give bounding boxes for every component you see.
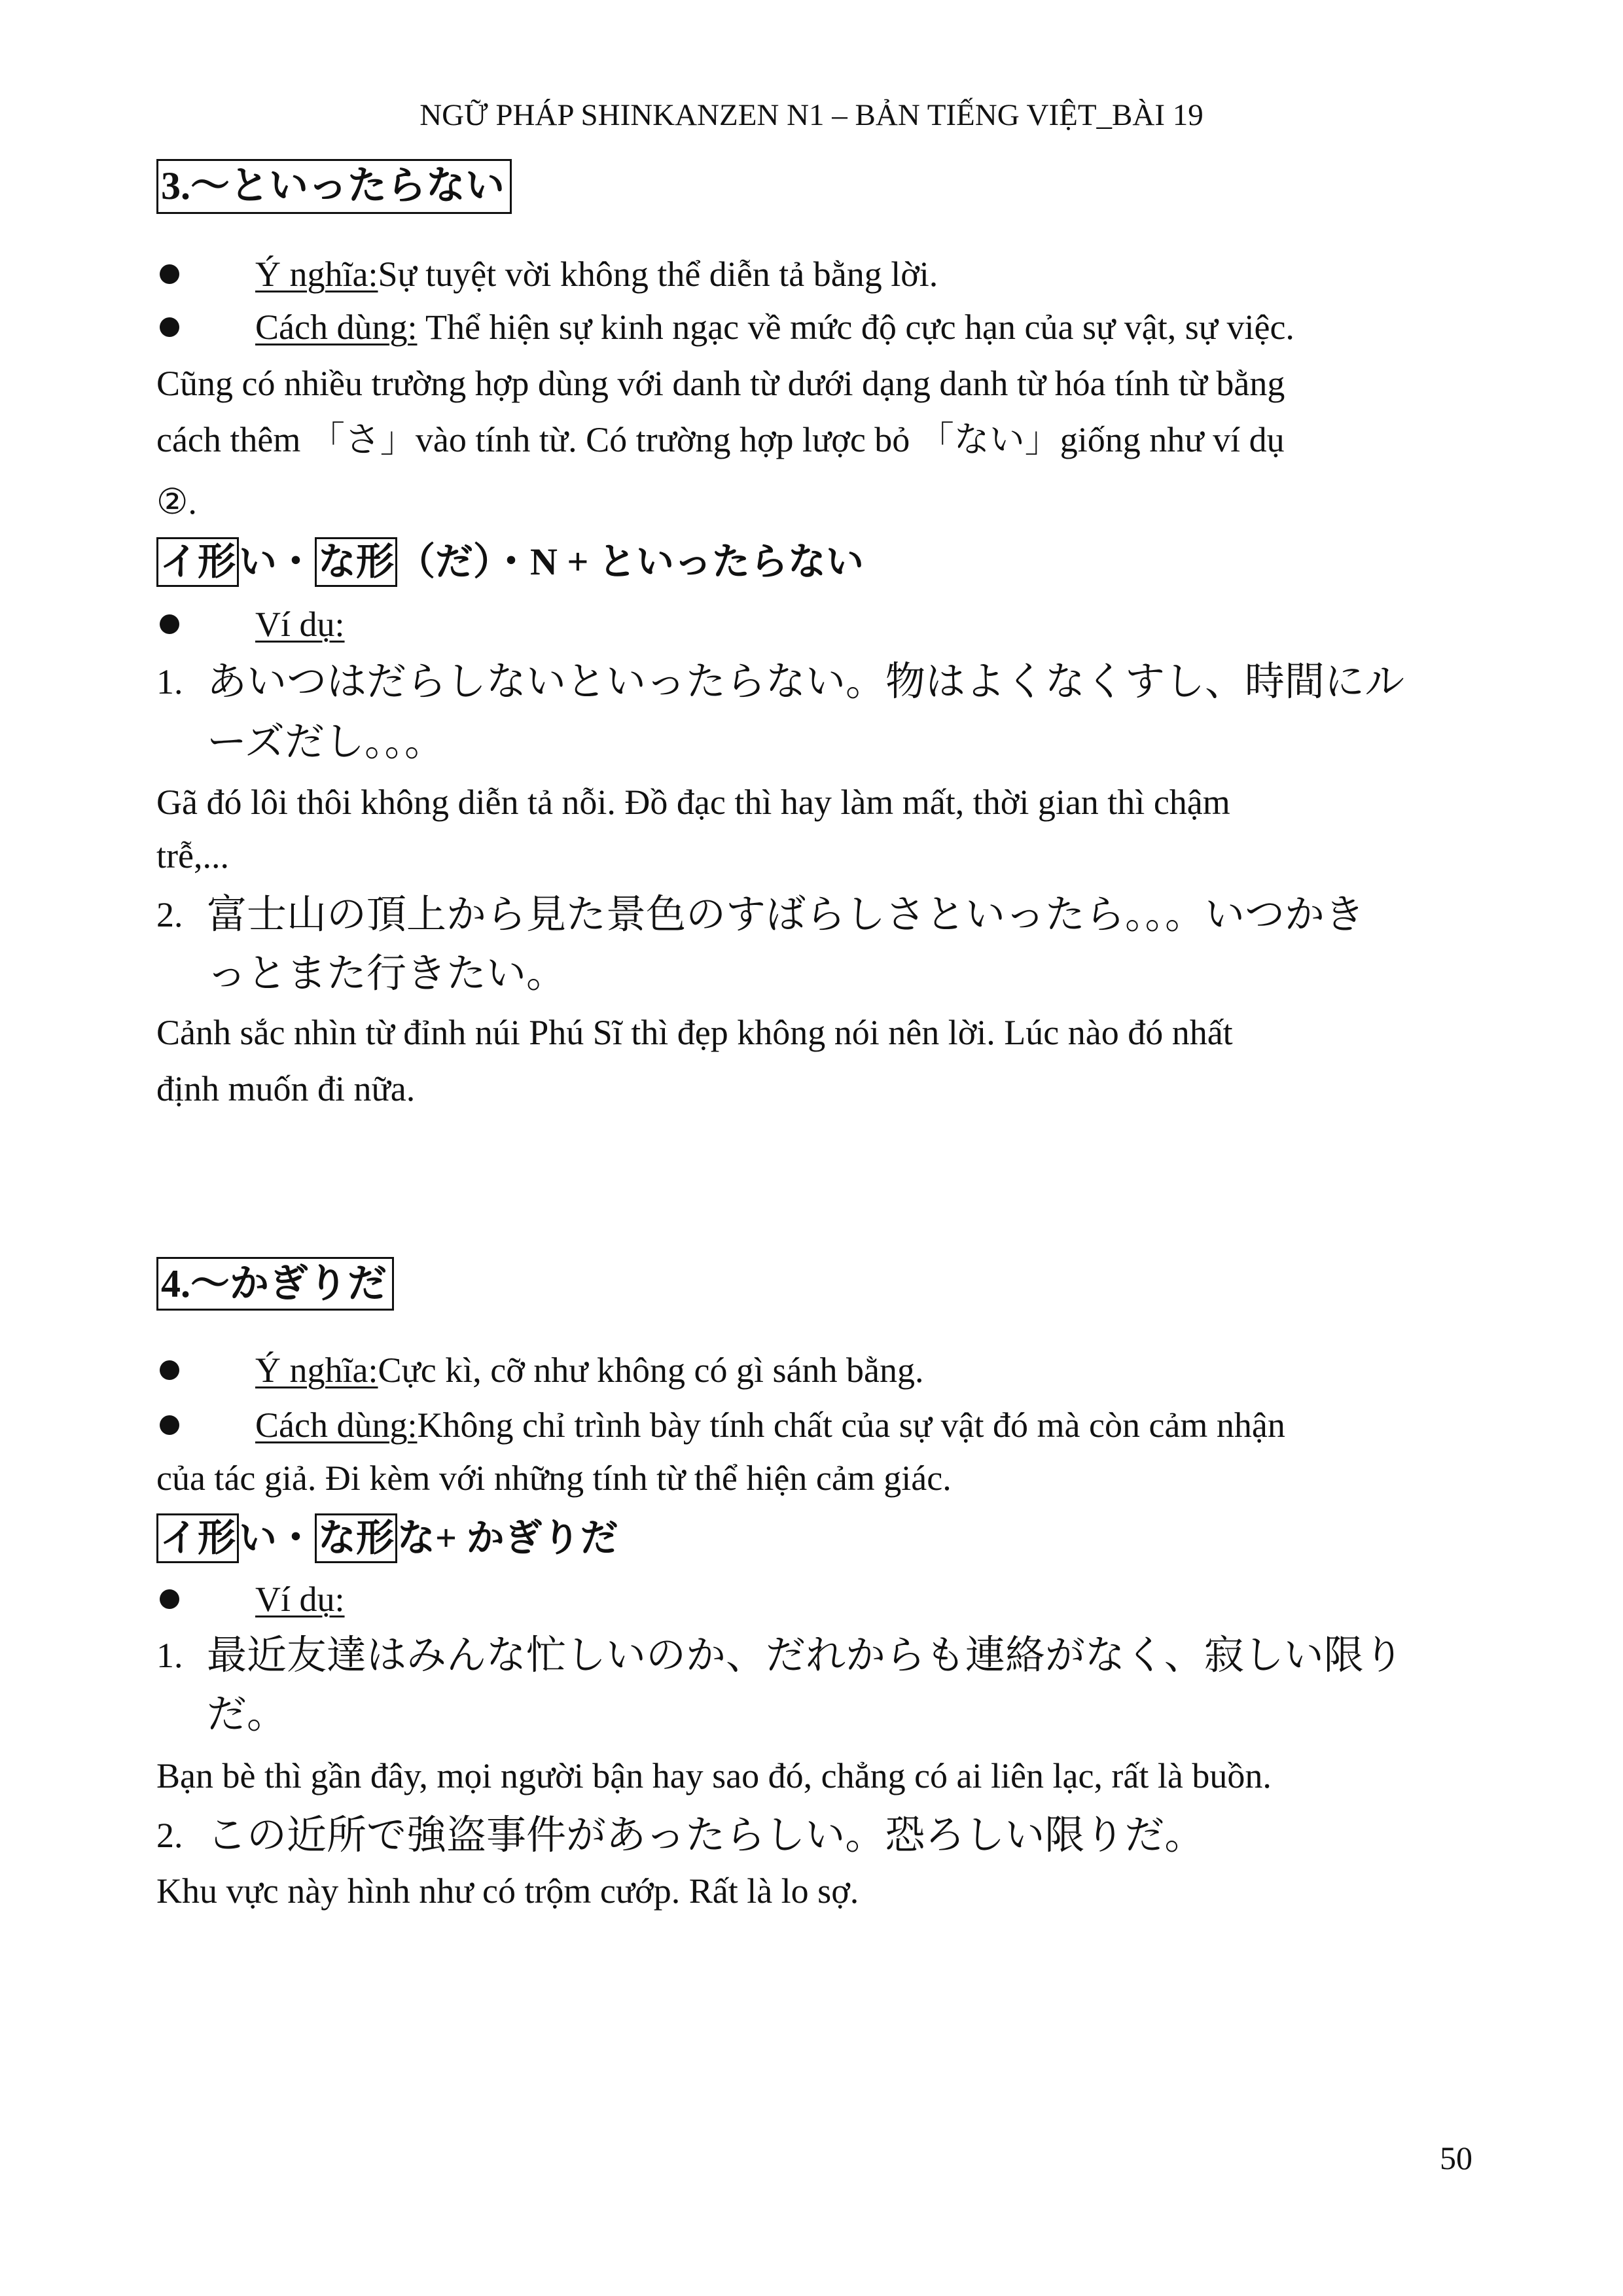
examples-label-text: Ví dụ: [255, 1580, 345, 1619]
formula-box-na-adjective: な形 [315, 1513, 397, 1563]
meaning-label: Ý nghĩa: [255, 255, 378, 294]
meaning-text: Cực kì, cỡ như không có gì sánh bằng. [378, 1351, 924, 1390]
section-4-title: 4.～かぎりだ [156, 1257, 394, 1311]
formula-text: な+ かぎりだ [397, 1517, 618, 1559]
section-3-usage-line: Cũng có nhiều trường hợp dùng với danh từ dưới dạng danh từ hóa tính từ bằng [156, 364, 1285, 403]
bullet-icon [160, 614, 179, 634]
meaning-text: Sự tuyệt vời không thể diễn tả bằng lời. [378, 255, 938, 294]
meaning-label: Ý nghĩa: [255, 1351, 378, 1390]
example-japanese-line: だ。 [207, 1691, 287, 1737]
formula-text: い・ [239, 540, 315, 583]
examples-label [255, 598, 345, 650]
section-4-formula [156, 1513, 618, 1564]
bullet-icon [160, 1360, 179, 1380]
formula-text: （だ）・N + といったらない [397, 540, 864, 583]
examples-label [255, 1573, 345, 1625]
example-japanese-line: この近所で強盗事件があったらしい。恐ろしい限りだ。 [207, 1812, 1205, 1858]
section-4-meaning [255, 1344, 923, 1396]
formula-text: い・ [239, 1517, 315, 1559]
section-3-usage-line [255, 301, 1294, 353]
usage-text: Thể hiện sự kinh ngạc về mức độ cực hạn của sự vật, sự việc. [417, 308, 1294, 347]
formula-box-na-adjective: な形 [315, 537, 397, 587]
example-translation-line: trễ,... [156, 836, 229, 875]
example-number: 2. [156, 895, 183, 934]
section-4-usage-line [255, 1399, 1285, 1451]
example-japanese-line: っとまた行きたい。 [207, 950, 567, 997]
section-3-formula [156, 537, 864, 588]
formula-box-i-adjective: イ形 [156, 537, 239, 587]
page-header: NGỮ PHÁP SHINKANZEN N1 – BẢN TIẾNG VIỆT_BÀI 19 [419, 98, 1204, 132]
example-number: 1. [156, 1636, 183, 1675]
formula-box-i-adjective: イ形 [156, 1513, 239, 1563]
section-3-title: 3.～といったらない [156, 159, 512, 214]
usage-label: Cách dùng: [255, 308, 418, 347]
section-3-usage-line: cách thêm 「さ」vào tính từ. Có trường hợp lược bỏ 「ない」giống như ví dụ [156, 420, 1285, 459]
examples-label-text: Ví dụ: [255, 605, 345, 644]
usage-label: Cách dùng: [255, 1405, 418, 1445]
bullet-icon [160, 1589, 179, 1609]
example-translation-line: Gã đó lôi thôi không diễn tả nỗi. Đồ đạc thì hay làm mất, thời gian thì chậm [156, 783, 1230, 822]
example-japanese-line: 最近友達はみんな忙しいのか、だれからも連絡がなく、寂しい限り [207, 1632, 1404, 1678]
example-japanese-line: あいつはだらしないといったらない。物はよくなくすし、時間にル [207, 658, 1405, 705]
bullet-icon [160, 317, 179, 337]
section-4-usage-line: của tác giả. Đi kèm với những tính từ thể hiện cảm giác. [156, 1458, 952, 1498]
page-number: 50 [1440, 2140, 1472, 2176]
usage-text: Không chỉ trình bày tính chất của sự vật đó mà còn cảm nhận [417, 1405, 1285, 1445]
example-translation-line: Bạn bè thì gần đây, mọi người bận hay sao đó, chẳng có ai liên lạc, rất là buồn. [156, 1756, 1272, 1795]
example-number: 1. [156, 662, 183, 701]
bullet-icon [160, 1415, 179, 1435]
example-number: 2. [156, 1816, 183, 1855]
example-translation-line: Khu vực này hình như có trộm cướp. Rất là lo sợ. [156, 1871, 859, 1911]
example-translation-line: định muốn đi nữa. [156, 1069, 416, 1108]
example-japanese-line: ーズだし。。。 [207, 718, 444, 765]
bullet-icon [160, 264, 179, 284]
example-japanese-line: 富士山の頂上から見た景色のすばらしさといったら。。。いつかき [207, 891, 1365, 938]
section-3-usage-line: ②. [156, 482, 197, 521]
section-3-meaning [255, 248, 938, 300]
example-translation-line: Cảnh sắc nhìn từ đỉnh núi Phú Sĩ thì đẹp không nói nên lời. Lúc nào đó nhất [156, 1013, 1233, 1052]
